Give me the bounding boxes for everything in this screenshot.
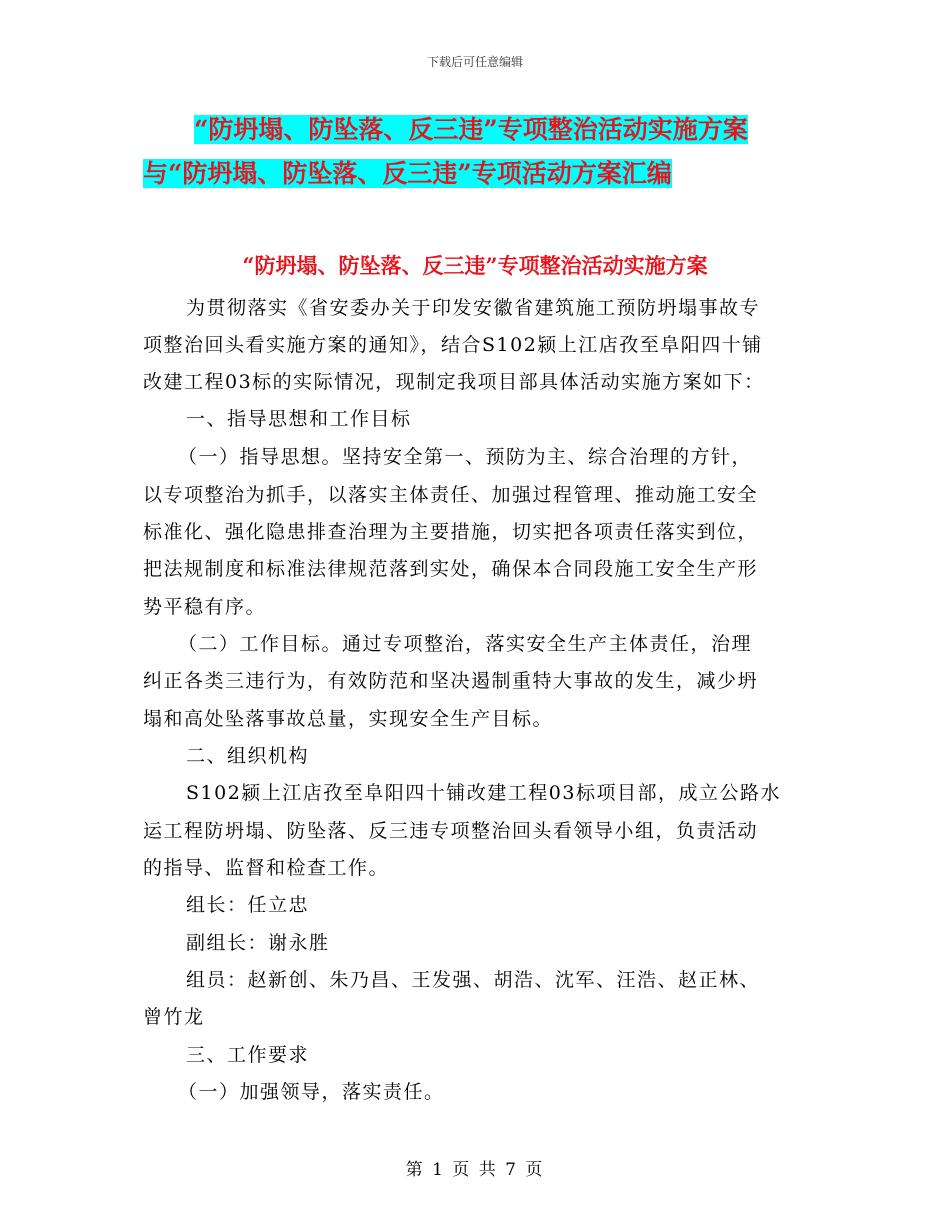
body-line: 项整治回头看实施方案的通知》，结合S102颍上江店孜至阜阳四十铺 <box>143 334 763 356</box>
body-line: 把法规制度和标准法律规范落到实处，确保本合同段施工安全生产形 <box>143 558 759 580</box>
page-footer: 第 1 页 共 7 页 <box>405 1160 545 1180</box>
main-title-line-1-text: “防坍塌、防坠落、反三违”专项整治活动实施方案 <box>194 115 748 144</box>
main-title-line-1 <box>194 114 748 146</box>
body-line: 以专项整治为抓手，以落实主体责任、加强过程管理、推动施工安全 <box>143 484 759 506</box>
body-line: （一）加强领导，落实责任。 <box>178 1081 445 1103</box>
body-line: 塌和高处坠落事故总量，实现安全生产目标。 <box>143 708 554 730</box>
body-line: （二）工作目标。通过专项整治，落实安全生产主体责任，治理 <box>178 633 753 655</box>
body-line: 标准化、强化隐患排查治理为主要措施，切实把各项责任落实到位， <box>143 521 759 543</box>
header-note: 下载后可任意编辑 <box>426 55 523 69</box>
body-line: 的指导、监督和检查工作。 <box>143 857 390 879</box>
body-line: 运工程防坍塌、防坠落、反三违专项整治回头看领导小组，负责活动 <box>143 820 759 842</box>
body-line: （一）指导思想。坚持安全第一、预防为主、综合治理的方针， <box>178 446 753 468</box>
section-title: “防坍塌、防坠落、反三违”专项整治活动实施方案 <box>242 253 708 278</box>
body-line: 组长：任立忠 <box>186 894 310 916</box>
body-line: 一、指导思想和工作目标 <box>186 408 412 430</box>
body-line: 纠正各类三违行为，有效防范和坚决遏制重特大事故的发生，减少坍 <box>143 670 759 692</box>
body-line: 改建工程03标的实际情况，现制定我项目部具体活动实施方案如下： <box>143 371 765 393</box>
body-line: 曾竹龙 <box>143 1006 205 1028</box>
body-line: 三、工作要求 <box>186 1044 310 1066</box>
body-line: 组员：赵新创、朱乃昌、王发强、胡浩、沈军、汪浩、赵正林、 <box>186 969 761 991</box>
main-title-line-2-text: 与“防坍塌、防坠落、反三违”专项活动方案汇编 <box>143 159 672 188</box>
body-line: 副组长：谢永胜 <box>186 932 330 954</box>
body-line: 势平稳有序。 <box>143 596 267 618</box>
main-title-line-2 <box>143 158 672 190</box>
body-line: S102颍上江店孜至阜阳四十铺改建工程03标项目部，成立公路水 <box>186 782 781 804</box>
body-line: 为贯彻落实《省安委办关于印发安徽省建筑施工预防坍塌事故专 <box>186 297 761 319</box>
body-line: 二、组织机构 <box>186 745 310 767</box>
